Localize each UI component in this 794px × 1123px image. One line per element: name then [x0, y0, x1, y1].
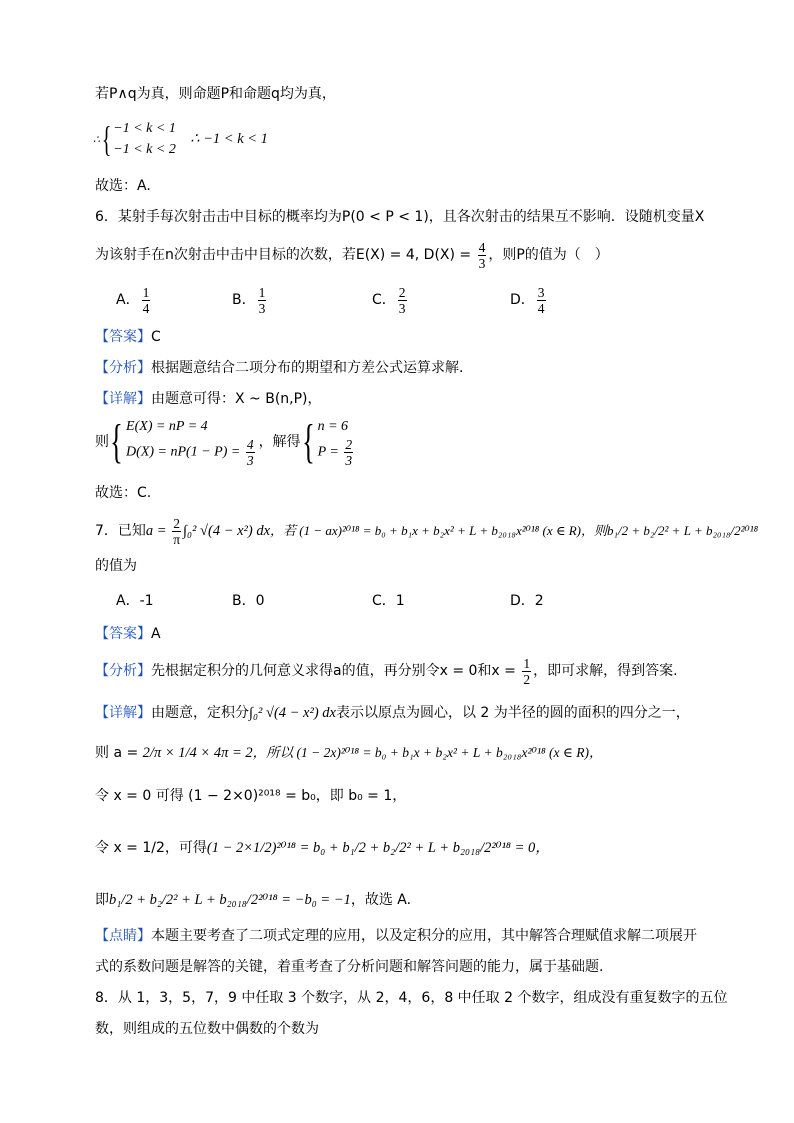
- detail-tag: 【详解】: [95, 391, 151, 407]
- q7-half-expansion: (1 − 2×1/2)²⁰¹⁸ = b₀ + b₁/2 + b₂/2² + L + b₂₀₁₈/2²⁰¹⁸ = 0，: [206, 840, 550, 856]
- q7-analysis-end: ，即可求解，得到答案.: [533, 663, 678, 679]
- q5-inequality-1: −1 < k < 1: [113, 121, 176, 136]
- q6-stem-line1: 6．某射手每次射击击中目标的概率均为P(0 < P < 1)，且各次射击的结果互不影响．设随机变量X: [95, 209, 705, 225]
- q6-stem-question: ，则P的值为（ ）: [488, 247, 609, 263]
- q7-detail-text: 由题意，定积分: [151, 705, 249, 721]
- q5-inequality-system: [113, 118, 176, 160]
- q6-analysis-text: 根据题意结合二项分布的期望和方差公式运算求解.: [151, 360, 464, 376]
- q7-target-sum: b₁/2 + b₂/2² + L + b₂₀₁₈/2²⁰¹⁸: [606, 523, 759, 538]
- q6-system-2: [318, 416, 356, 468]
- q7-integral: ∫₀² √(4 − x²) dx: [183, 523, 271, 539]
- q7-compute-a: [95, 743, 603, 763]
- q7-option-c: C．1: [372, 593, 405, 609]
- q6-stem-text: 为该射手在n次射击中击中目标的次数，若E(X) = 4, D(X) =: [95, 247, 476, 263]
- q7-detail: [95, 703, 690, 723]
- q8-stem-line2: 数，则组成的五位数中偶数的个数为: [95, 1021, 319, 1037]
- q7-stem-line2: 的值为: [95, 558, 137, 574]
- q6-system-1: [126, 416, 257, 468]
- q6-solve: ，解得: [258, 434, 301, 450]
- q6-system-1-eq1: E(X) = nP = 4: [126, 419, 208, 434]
- q7-let-half-text: 令 x = 1/2，可得: [95, 840, 207, 856]
- q7-a-eq: a =: [145, 523, 171, 539]
- q6-option-d: D． $\frac{3}{4}$: [510, 284, 545, 316]
- q6-answer-value: C: [151, 329, 161, 345]
- q7-detail-text-2: 表示以原点为圆心，以 2 为半径的圆的面积的四分之一，: [335, 705, 690, 721]
- q6-option-b: B． $\frac{1}{3}$: [232, 284, 266, 316]
- q7-answer-value: A: [151, 626, 161, 642]
- q6-then: 则: [95, 434, 109, 450]
- q7-detail-integral: ∫₀² √(4 − x²) dx: [249, 705, 336, 721]
- q7-then-a: 则 a =: [95, 745, 143, 761]
- q6-system-2-eq2: P = $\frac{2}{3}$: [317, 437, 353, 468]
- q7-expansion-2: ，所以 (1 − 2x)²⁰¹⁸ = b₀ + b₁x + b₂x² + L + b₂₀₁₈x²⁰¹⁸ (x ∈ R)，: [252, 745, 603, 760]
- q6-option-c: C． $\frac{2}{3}$: [372, 284, 406, 316]
- analysis-tag: 【分析】: [95, 663, 151, 679]
- q7-expansion: ，若 (1 − ax)²⁰¹⁸ = b₀ + b₁x + b₂x² + L + b₂₀₁₈x²⁰¹⁸ (x ∈ R)，则: [270, 523, 607, 538]
- q7-final: [95, 890, 411, 910]
- q7-final-expr: b₁/2 + b₂/2² + L + b₂₀₁₈/2²⁰¹⁸ = −b₀ = −1: [109, 892, 351, 908]
- q7-two-over-pi: $\frac{2}{\pi}$: [173, 515, 181, 547]
- q5-inequality-2: −1 < k < 2: [113, 142, 176, 157]
- q7-prefix: 7．已知: [95, 523, 146, 539]
- comment-tag: 【点睛】: [95, 928, 151, 944]
- q7-analysis-text: 先根据定积分的几何意义求得a的值，再分别令x = 0和x =: [151, 663, 521, 679]
- q6-system-2-eq1: n = 6: [317, 419, 349, 434]
- q7-option-d: D．2: [510, 593, 544, 609]
- q7-comment-text-1: 本题主要考查了二项式定理的应用，以及定积分的应用，其中解答合理赋值求解二项展开: [151, 928, 697, 944]
- q5-condition-line: 若P∧q为真，则命题P和命题q均为真，: [95, 86, 336, 102]
- q7-option-a: A．-1: [116, 593, 154, 609]
- q7-half-fraction: $\frac{1}{2}$: [523, 655, 531, 687]
- q7-let-x0: 令 x = 0 可得 (1 − 2×0)²⁰¹⁸ = b₀，即 b₀ = 1，: [95, 788, 407, 804]
- q5-conclusion: ∴ −1 < k < 1: [190, 131, 268, 147]
- q6-answer: [95, 327, 161, 347]
- q7-analysis: [95, 654, 678, 688]
- q6-detail: [95, 389, 322, 409]
- q6-answer-line: 故选：C.: [95, 485, 152, 501]
- analysis-tag: 【分析】: [95, 360, 151, 376]
- q6-solution-systems: 则{ E(X) = nP = 4 D(X) = nP(1 − P) = $\frac{4}{3}$ ，解得{ n = 6 P = $\frac{2}{3}$: [95, 416, 355, 468]
- q7-stem-line1: [95, 514, 758, 548]
- q7-let-x-half: [95, 838, 550, 858]
- detail-tag: 【详解】: [95, 705, 151, 721]
- q7-final-prefix: 即: [95, 892, 109, 908]
- q6-variance-fraction: $\frac{4}{3}$: [478, 239, 486, 271]
- q7-a-value: 2/π × 1/4 × 4π = 2: [142, 745, 253, 761]
- q7-comment-line1: [95, 926, 697, 946]
- answer-tag: 【答案】: [95, 329, 151, 345]
- q6-option-a: A． $\frac{1}{4}$: [116, 284, 150, 316]
- q5-answer-line: 故选：A.: [95, 178, 151, 194]
- q8-stem-line1: 8．从 1，3，5，7，9 中任取 3 个数字，从 2，4，6，8 中任取 2 个数字，组成没有重复数字的五位: [95, 990, 728, 1006]
- q7-answer: [95, 624, 161, 644]
- q6-system-1-eq2: D(X) = nP(1 − P) = $\frac{4}{3}$: [126, 437, 254, 468]
- q7-final-choice: ，故选 A.: [350, 892, 412, 908]
- answer-tag: 【答案】: [95, 626, 151, 642]
- q6-detail-text: 由题意可得：X ~ B(n,P)，: [151, 391, 322, 407]
- q6-stem-line2: [95, 238, 609, 272]
- q5-system-line: ∴{ −1 < k < 1 −1 < k < 2 ∴ −1 < k < 1: [93, 119, 268, 159]
- q6-analysis: [95, 358, 463, 378]
- q7-option-b: B．0: [232, 593, 265, 609]
- q7-comment-line2: 式的系数问题是解答的关键，着重考查了分析问题和解答问题的能力，属于基础题.: [95, 959, 604, 975]
- therefore-symbol: ∴: [93, 134, 100, 146]
